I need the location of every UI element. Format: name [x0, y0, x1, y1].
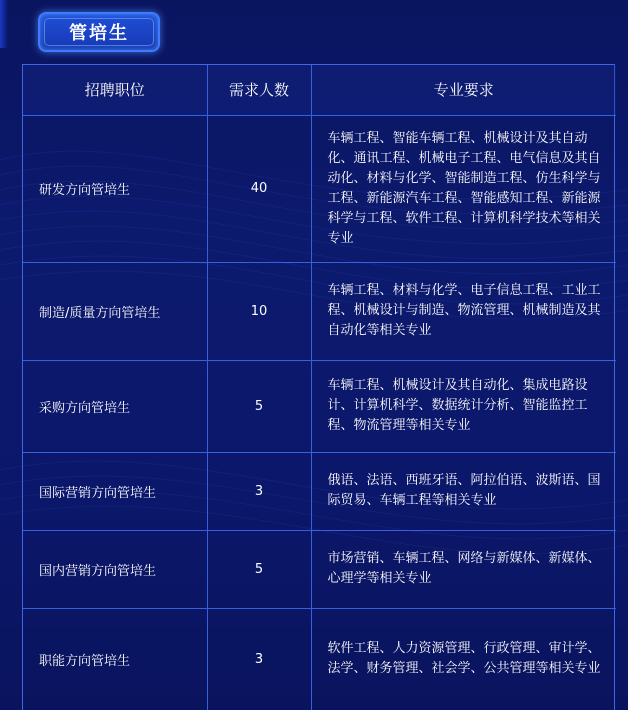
position-cell: 国际营销方向管培生: [23, 452, 207, 530]
recruitment-table: [22, 64, 615, 710]
count-cell: 40: [207, 115, 311, 262]
table-row: [23, 262, 616, 360]
requirement-cell: 车辆工程、机械设计及其自动化、集成电路设计、计算机科学、数据统计分析、智能监控工程、物流管理等相关专业: [311, 360, 616, 452]
decorative-accent-line: [0, 0, 8, 48]
position-cell: 制造/质量方向管培生: [23, 262, 207, 360]
header-count: 需求人数: [207, 65, 311, 115]
count-cell: 10: [207, 262, 311, 360]
section-title-badge: [38, 12, 160, 52]
position-cell: 职能方向管培生: [23, 608, 207, 710]
table-row: [23, 115, 616, 262]
section-title: 管培生: [69, 23, 129, 44]
header-position: 招聘职位: [23, 65, 207, 115]
table-row: [23, 530, 616, 608]
position-cell: 国内营销方向管培生: [23, 530, 207, 608]
position-cell: 采购方向管培生: [23, 360, 207, 452]
requirement-cell: 车辆工程、材料与化学、电子信息工程、工业工程、机械设计与制造、物流管理、机械制造及其自动化等相关专业: [311, 262, 616, 360]
recruitment-table-grid: [23, 65, 616, 710]
table-header-row: [23, 65, 616, 115]
count-cell: 5: [207, 360, 311, 452]
requirement-cell: 市场营销、车辆工程、网络与新媒体、新媒体、心理学等相关专业: [311, 530, 616, 608]
requirement-cell: 车辆工程、智能车辆工程、机械设计及其自动化、通讯工程、机械电子工程、电气信息及其自动化、材料与化学、智能制造工程、仿生科学与工程、新能源汽车工程、智能感知工程、新能源科学与工程、软件工程、计算机科学技术等相关专业: [311, 115, 616, 262]
table-row: [23, 608, 616, 710]
count-cell: 3: [207, 608, 311, 710]
table-row: [23, 360, 616, 452]
count-cell: 3: [207, 452, 311, 530]
table-row: [23, 452, 616, 530]
position-cell: 研发方向管培生: [23, 115, 207, 262]
header-requirement: 专业要求: [311, 65, 616, 115]
requirement-cell: 软件工程、人力资源管理、行政管理、审计学、法学、财务管理、社会学、公共管理等相关专业: [311, 608, 616, 710]
count-cell: 5: [207, 530, 311, 608]
requirement-cell: 俄语、法语、西班牙语、阿拉伯语、波斯语、国际贸易、车辆工程等相关专业: [311, 452, 616, 530]
